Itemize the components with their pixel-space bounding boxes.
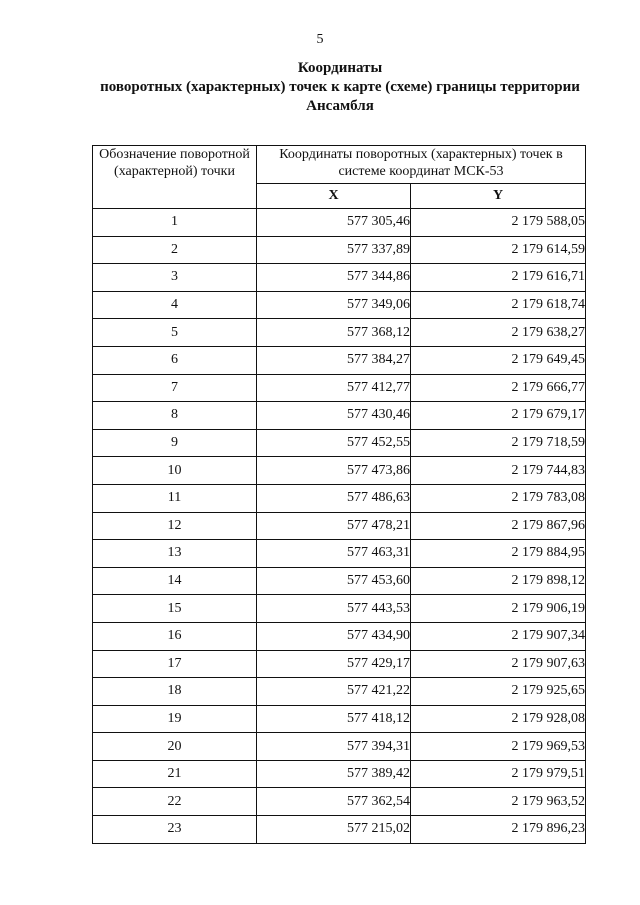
table-row <box>93 374 586 402</box>
table-header <box>93 146 586 209</box>
point-number-cell: 18 <box>93 678 257 706</box>
point-number-cell: 7 <box>93 374 257 402</box>
point-number-cell: 21 <box>93 760 257 788</box>
y-coordinate-cell: 2 179 979,51 <box>411 760 586 788</box>
y-coordinate-cell: 2 179 925,65 <box>411 678 586 706</box>
table-row <box>93 567 586 595</box>
table-row <box>93 209 586 237</box>
y-coordinate-cell: 2 179 666,77 <box>411 374 586 402</box>
table-row <box>93 622 586 650</box>
point-number-cell: 9 <box>93 429 257 457</box>
x-coordinate-cell: 577 421,22 <box>257 678 411 706</box>
y-coordinate-cell: 2 179 928,08 <box>411 705 586 733</box>
table-row <box>93 512 586 540</box>
x-coordinate-cell: 577 412,77 <box>257 374 411 402</box>
y-coordinate-cell: 2 179 907,63 <box>411 650 586 678</box>
table-row <box>93 595 586 623</box>
table-row <box>93 816 586 844</box>
x-coordinate-cell: 577 443,53 <box>257 595 411 623</box>
y-coordinate-cell: 2 179 907,34 <box>411 622 586 650</box>
point-number-cell: 2 <box>93 236 257 264</box>
header-y: Y <box>411 184 586 209</box>
point-number-cell: 23 <box>93 816 257 844</box>
table-row <box>93 484 586 512</box>
point-number-cell: 17 <box>93 650 257 678</box>
x-coordinate-cell: 577 368,12 <box>257 319 411 347</box>
y-coordinate-cell: 2 179 896,23 <box>411 816 586 844</box>
x-coordinate-cell: 577 349,06 <box>257 291 411 319</box>
x-coordinate-cell: 577 215,02 <box>257 816 411 844</box>
page-number: 5 <box>316 32 324 47</box>
point-number-cell: 20 <box>93 733 257 761</box>
table-row <box>93 678 586 706</box>
title-line-2: поворотных (характерных) точек к карте (схеме) границы территории <box>100 79 580 95</box>
x-coordinate-cell: 577 362,54 <box>257 788 411 816</box>
x-coordinate-cell: 577 463,31 <box>257 540 411 568</box>
header-coordinates: Координаты поворотных (характерных) точек в системе координат МСК-53 <box>257 146 586 184</box>
table-row <box>93 402 586 430</box>
point-number-cell: 11 <box>93 484 257 512</box>
coordinates-table <box>92 145 586 844</box>
x-coordinate-cell: 577 418,12 <box>257 705 411 733</box>
y-coordinate-cell: 2 179 783,08 <box>411 484 586 512</box>
point-number-cell: 10 <box>93 457 257 485</box>
x-coordinate-cell: 577 478,21 <box>257 512 411 540</box>
x-coordinate-cell: 577 384,27 <box>257 346 411 374</box>
title-line-1: Координаты <box>297 60 383 76</box>
point-number-cell: 12 <box>93 512 257 540</box>
y-coordinate-cell: 2 179 718,59 <box>411 429 586 457</box>
x-coordinate-cell: 577 429,17 <box>257 650 411 678</box>
x-coordinate-cell: 577 453,60 <box>257 567 411 595</box>
table-row <box>93 457 586 485</box>
y-coordinate-cell: 2 179 963,52 <box>411 788 586 816</box>
point-number-cell: 8 <box>93 402 257 430</box>
y-coordinate-cell: 2 179 618,74 <box>411 291 586 319</box>
x-coordinate-cell: 577 473,86 <box>257 457 411 485</box>
x-coordinate-cell: 577 305,46 <box>257 209 411 237</box>
point-number-cell: 4 <box>93 291 257 319</box>
y-coordinate-cell: 2 179 898,12 <box>411 567 586 595</box>
x-coordinate-cell: 577 344,86 <box>257 264 411 292</box>
table-row <box>93 540 586 568</box>
y-coordinate-cell: 2 179 744,83 <box>411 457 586 485</box>
point-number-cell: 5 <box>93 319 257 347</box>
x-coordinate-cell: 577 434,90 <box>257 622 411 650</box>
document-title <box>60 59 620 116</box>
point-number-cell: 15 <box>93 595 257 623</box>
y-coordinate-cell: 2 179 969,53 <box>411 733 586 761</box>
table-row <box>93 346 586 374</box>
table-row <box>93 264 586 292</box>
table-row <box>93 705 586 733</box>
point-number-cell: 13 <box>93 540 257 568</box>
table-row <box>93 429 586 457</box>
point-number-cell: 6 <box>93 346 257 374</box>
y-coordinate-cell: 2 179 638,27 <box>411 319 586 347</box>
title-line-3: Ансамбля <box>306 98 374 114</box>
table-row <box>93 291 586 319</box>
y-coordinate-cell: 2 179 679,17 <box>411 402 586 430</box>
table-row <box>93 733 586 761</box>
x-coordinate-cell: 577 337,89 <box>257 236 411 264</box>
table-row <box>93 788 586 816</box>
point-number-cell: 19 <box>93 705 257 733</box>
y-coordinate-cell: 2 179 906,19 <box>411 595 586 623</box>
x-coordinate-cell: 577 452,55 <box>257 429 411 457</box>
point-number-cell: 1 <box>93 209 257 237</box>
x-coordinate-cell: 577 389,42 <box>257 760 411 788</box>
y-coordinate-cell: 2 179 614,59 <box>411 236 586 264</box>
header-x: X <box>257 184 411 209</box>
point-number-cell: 14 <box>93 567 257 595</box>
y-coordinate-cell: 2 179 867,96 <box>411 512 586 540</box>
header-point-designation: Обозначение поворотной (характерной) точки <box>93 146 257 209</box>
y-coordinate-cell: 2 179 588,05 <box>411 209 586 237</box>
point-number-cell: 22 <box>93 788 257 816</box>
point-number-cell: 16 <box>93 622 257 650</box>
y-coordinate-cell: 2 179 649,45 <box>411 346 586 374</box>
table-row <box>93 319 586 347</box>
table-body <box>93 209 586 844</box>
x-coordinate-cell: 577 394,31 <box>257 733 411 761</box>
table-row <box>93 650 586 678</box>
y-coordinate-cell: 2 179 884,95 <box>411 540 586 568</box>
table-row <box>93 760 586 788</box>
point-number-cell: 3 <box>93 264 257 292</box>
table-row <box>93 236 586 264</box>
x-coordinate-cell: 577 430,46 <box>257 402 411 430</box>
y-coordinate-cell: 2 179 616,71 <box>411 264 586 292</box>
x-coordinate-cell: 577 486,63 <box>257 484 411 512</box>
